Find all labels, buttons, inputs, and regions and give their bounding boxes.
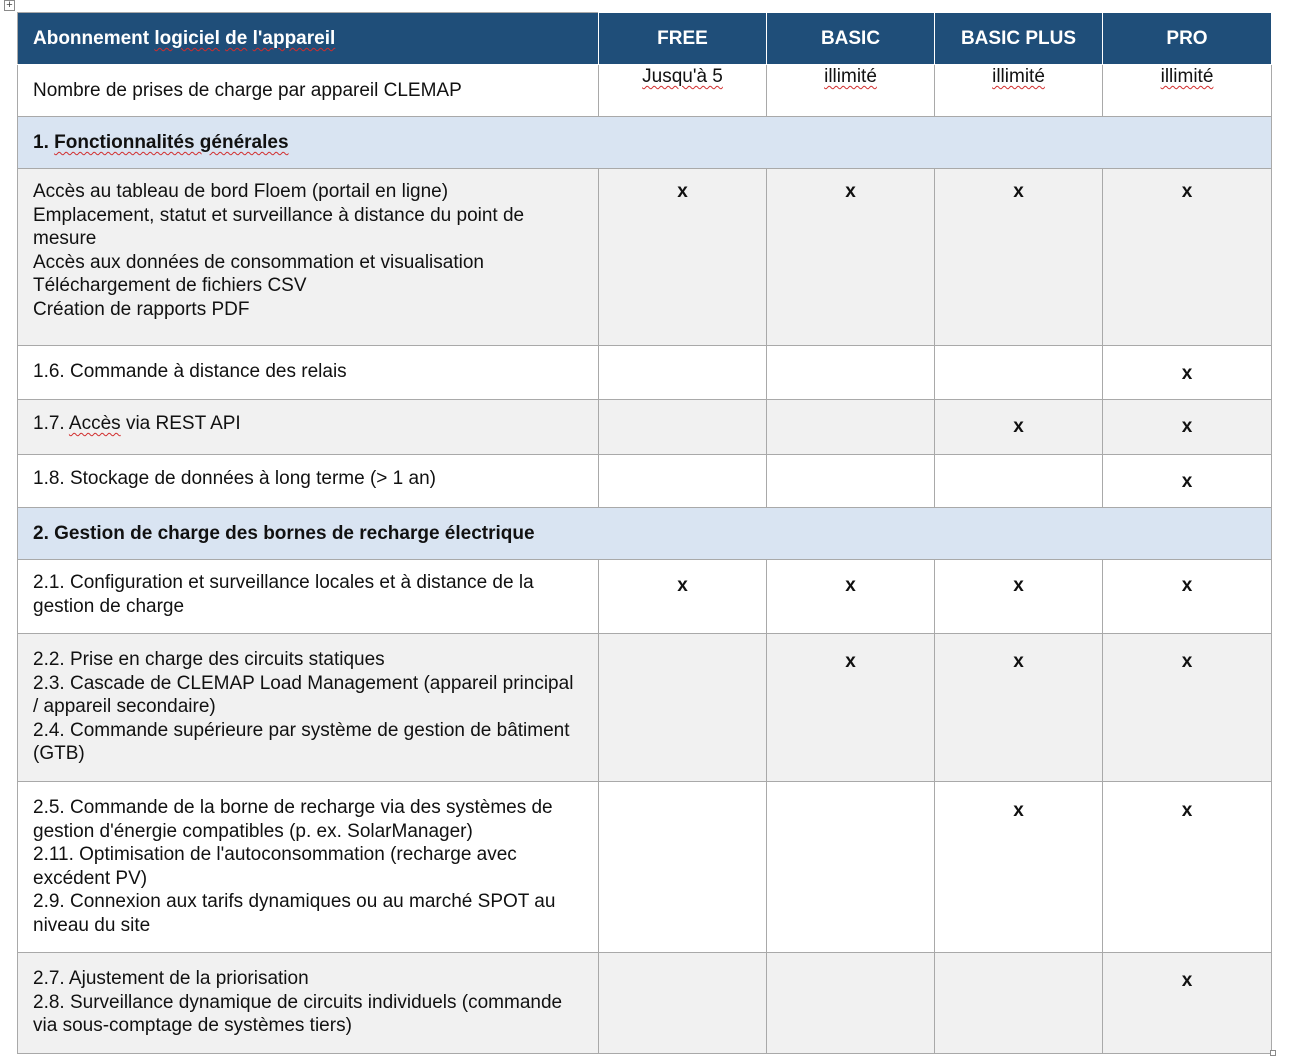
- check-basic: [767, 953, 935, 1054]
- feature-line: 2.2. Prise en charge des circuits statiques: [33, 649, 385, 670]
- feature-line: Téléchargement de fichiers CSV: [33, 275, 307, 296]
- feature-label: Nombre de prises de charge par appareil CLEMAP: [18, 65, 599, 117]
- check-mark: x: [1181, 970, 1193, 991]
- check-free: [599, 560, 767, 634]
- check-pro: [1103, 400, 1272, 455]
- check-basic-plus: [935, 782, 1103, 953]
- title-part: l'appareil: [252, 27, 336, 49]
- check-basic: [767, 455, 935, 508]
- check-mark: x: [1181, 800, 1193, 821]
- table-row-general-features: [18, 169, 1272, 346]
- check-mark: x: [677, 181, 688, 202]
- check-mark: x: [1181, 651, 1193, 672]
- plan-value-basic: [767, 65, 935, 117]
- table-row-storage: [18, 455, 1272, 508]
- section-header-ev-charging: [18, 508, 1272, 560]
- check-basic-plus: [935, 560, 1103, 634]
- check-basic: [767, 346, 935, 400]
- feature-line: Emplacement, statut et surveillance à distance du point de mesure: [33, 204, 525, 249]
- feature-line: 2.5. Commande de la borne de recharge via des systèmes de gestion d'énergie compatibles (p. ex. SolarManager): [33, 797, 553, 842]
- check-basic-plus: [935, 455, 1103, 508]
- plan-header-basic: BASIC: [767, 13, 935, 65]
- feature-label: 1.8. Stockage de données à long terme (> 1 an): [18, 455, 599, 508]
- title-part: Abonnement: [33, 27, 155, 49]
- value-text: Jusqu'à 5: [642, 66, 723, 87]
- check-basic: [767, 400, 935, 455]
- label-part: 1.7.: [33, 413, 69, 434]
- check-basic: [767, 560, 935, 634]
- table-row-relays: [18, 346, 1272, 400]
- section-title: 2. Gestion de charge des bornes de recharge électrique: [18, 508, 1272, 560]
- table-move-handle[interactable]: +: [4, 0, 15, 11]
- check-mark: x: [1181, 416, 1193, 437]
- check-mark: x: [845, 575, 856, 596]
- check-mark: x: [1013, 575, 1024, 596]
- check-basic: [767, 169, 935, 346]
- table-resize-handle[interactable]: [1270, 1050, 1276, 1056]
- label-part: Accès: [68, 413, 121, 434]
- check-pro: [1103, 346, 1272, 400]
- feature-line: 2.7. Ajustement de la priorisation: [33, 968, 309, 989]
- check-free: [599, 634, 767, 782]
- feature-label: 1.6. Commande à distance des relais: [18, 346, 599, 400]
- check-basic-plus: [935, 400, 1103, 455]
- table-row-charging-points: [18, 65, 1272, 117]
- table-row-energy-management: [18, 782, 1272, 953]
- feature-line: Accès au tableau de bord Floem (portail en ligne): [33, 181, 449, 202]
- feature-label: [18, 634, 599, 782]
- check-pro: [1103, 455, 1272, 508]
- table-header-row: [18, 13, 1272, 65]
- check-mark: x: [845, 181, 856, 202]
- plan-value-basic-plus: [935, 65, 1103, 117]
- plan-value-pro: [1103, 65, 1272, 117]
- check-pro: [1103, 634, 1272, 782]
- check-free: [599, 953, 767, 1054]
- check-free: [599, 169, 767, 346]
- check-mark: x: [845, 651, 856, 672]
- feature-line: Création de rapports PDF: [33, 298, 250, 320]
- plan-value-free: [599, 65, 767, 117]
- feature-label: [18, 400, 599, 455]
- check-mark: x: [1013, 800, 1024, 821]
- check-mark: x: [1013, 651, 1024, 672]
- check-mark: x: [1181, 575, 1193, 596]
- value-text: illimité: [1160, 66, 1214, 87]
- check-mark: x: [1013, 181, 1024, 202]
- section-number: 1.: [33, 131, 55, 153]
- feature-label: 2.1. Configuration et surveillance locales et à distance de la gestion de charge: [18, 560, 599, 634]
- check-free: [599, 782, 767, 953]
- feature-line: 2.8. Surveillance dynamique de circuits individuels (commande via sous-comptage de systèmes tiers): [33, 991, 563, 1036]
- table-row-prioritization: [18, 953, 1272, 1054]
- check-free: [599, 400, 767, 455]
- title-part: logiciel: [154, 27, 220, 49]
- feature-label: [18, 782, 599, 953]
- check-pro: [1103, 782, 1272, 953]
- feature-label: [18, 953, 599, 1054]
- plan-header-basic-plus: BASIC PLUS: [935, 13, 1103, 65]
- section-title: [18, 117, 1272, 169]
- feature-line: 2.11. Optimisation de l'autoconsommation (recharge avec excédent PV): [33, 844, 517, 889]
- check-pro: [1103, 560, 1272, 634]
- check-mark: x: [1181, 363, 1193, 384]
- table-title-header: [18, 13, 599, 65]
- check-basic-plus: [935, 634, 1103, 782]
- check-basic-plus: [935, 346, 1103, 400]
- label-part: via REST API: [120, 413, 241, 434]
- section-title-text: Fonctionnalités générales: [54, 131, 289, 153]
- plan-header-free: FREE: [599, 13, 767, 65]
- check-mark: x: [677, 575, 688, 596]
- check-mark: x: [1013, 416, 1024, 437]
- check-basic: [767, 782, 935, 953]
- feature-label: [18, 169, 599, 346]
- feature-line: 2.9. Connexion aux tarifs dynamiques ou au marché SPOT au niveau du site: [33, 891, 556, 936]
- table-row-rest-api: [18, 400, 1272, 455]
- check-pro: [1103, 953, 1272, 1054]
- value-text: illimité: [824, 66, 877, 87]
- table-row-static-circuits: [18, 634, 1272, 782]
- value-text: illimité: [992, 66, 1045, 87]
- check-basic-plus: [935, 169, 1103, 346]
- table-row-config: [18, 560, 1272, 634]
- feature-line: 2.3. Cascade de CLEMAP Load Management (appareil principal / appareil secondaire): [33, 672, 574, 717]
- check-mark: x: [1181, 181, 1193, 202]
- check-free: [599, 455, 767, 508]
- check-basic-plus: [935, 953, 1103, 1054]
- plan-header-pro: PRO: [1103, 13, 1272, 65]
- section-header-general: [18, 117, 1272, 169]
- title-part: de: [225, 27, 248, 49]
- check-free: [599, 346, 767, 400]
- check-mark: x: [1181, 471, 1193, 492]
- subscription-comparison-table: [17, 12, 1272, 1054]
- feature-line: Accès aux données de consommation et visualisation: [33, 251, 484, 273]
- check-pro: [1103, 169, 1272, 346]
- feature-line: 2.4. Commande supérieure par système de gestion de bâtiment (GTB): [33, 719, 570, 764]
- check-basic: [767, 634, 935, 782]
